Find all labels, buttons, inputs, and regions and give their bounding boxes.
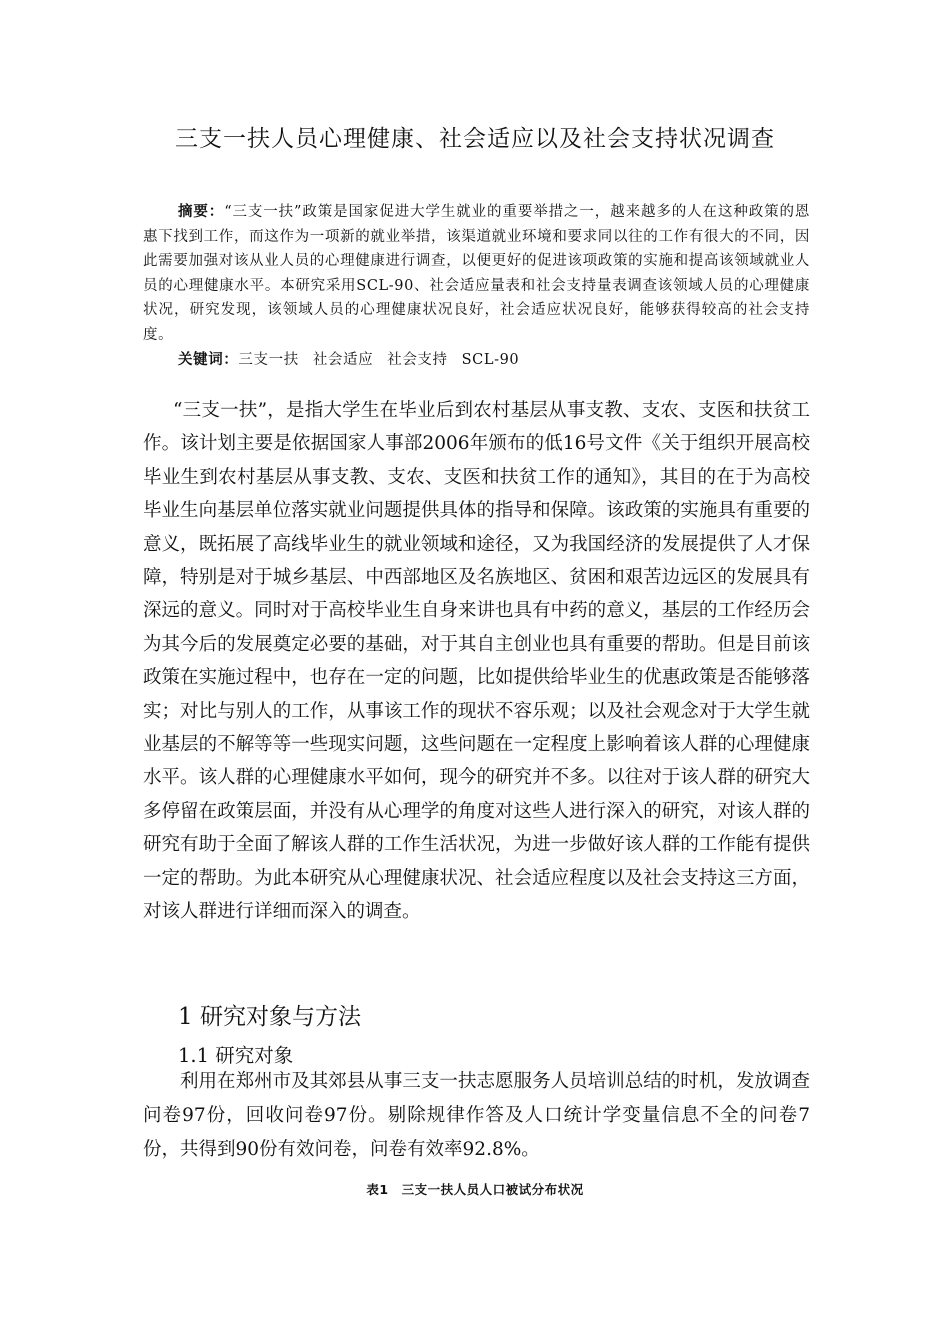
intro-paragraph: “三支一扶”，是指大学生在毕业后到农村基层从事支教、支农、支医和扶贫工作。该计划主要是依据国家人事部2006年颁布的低16号文件《关于组织开展高校毕业生到农村基层从事支教、支农、支医和扶贫工作的通知》，其目的在于为高校毕业生向基层单位落实就业问题提供具体的指导和保障。该政策的实施具有重要的意义，既拓展了高线毕业生的就业领域和途径，又为我国经济的发展提供了人才保障，特别是对于城乡基层、中西部地区及名族地区、贫困和艰苦边远区的发展具有深远的意义。同时对于高校毕业生自身来讲也具有中药的意义，基层的工作经历会为其今后的发展奠定必要的基础，对于其自主创业也具有重要的帮助。但是目前该政策在实施过程中，也存在一定的问题，比如提供给毕业生的优惠政策是否能够落实；对比与别人的工作，从事该工作的现状不容乐观；以及社会观念对于大学生就业基层的不解等等一些现实问题，这些问题在一定程度上影响着该人群的心理健康水平。该人群的心理健康水平如何，现今的研究并不多。以往对于该人群的研究大多停留在政策层面，并没有从心理学的角度对这些人进行深入的研究，对该人群的研究有助于全面了解该人群的工作生活状况，为进一步做好该人群的工作能有提供一定的帮助。为此本研究从心理健康状况、社会适应程度以及社会支持这三方面，对该人群进行详细而深入的调查。 — [143, 400, 810, 923]
abstract-text: “三支一扶”政策是国家促进大学生就业的重要举措之一，越来越多的人在这种政策的恩惠下找到工作，而这作为一项新的就业举措，该渠道就业环境和要求同以往的工作有很大的不同，因此需要加强对该从业人员的心理健康进行调查，以便更好的促进该项政策的实施和提高该领域就业人员的心理健康水平。本研究采用SCL-90、社会适应量表和社会支持量表调查该领域人员的心理健康状况，研究发现，该领域人员的心理健康状况良好，社会适应状况良好，能够获得较高的社会支持度。 — [143, 204, 810, 343]
section-heading: 1 研究对象与方法 — [178, 1004, 361, 1030]
table-caption: 表1 三支一扶人员人口被试分布状况 — [366, 1182, 584, 1197]
paper-title: 三支一扶人员心理健康、社会适应以及社会支持状况调查 — [175, 126, 775, 152]
keyword: 社会支持 — [387, 352, 448, 368]
subsection-heading: 1.1 研究对象 — [178, 1044, 294, 1067]
abstract-label: 摘要： — [178, 204, 225, 220]
keyword: 三支一扶 — [238, 352, 299, 368]
abstract — [143, 200, 810, 347]
keyword: SCL-90 — [461, 352, 520, 368]
keyword: 社会适应 — [312, 352, 374, 368]
keywords-label: 关键词： — [178, 352, 239, 368]
keywords — [178, 348, 808, 372]
subsection-paragraph: 利用在郑州市及其郊县从事三支一扶志愿服务人员培训总结的时机，发放调查问卷97份，回收问卷97份。剔除规律作答及人口统计学变量信息不全的问卷7份，共得到90份有效问卷，问卷有效率92.8%。 — [143, 1071, 810, 1160]
